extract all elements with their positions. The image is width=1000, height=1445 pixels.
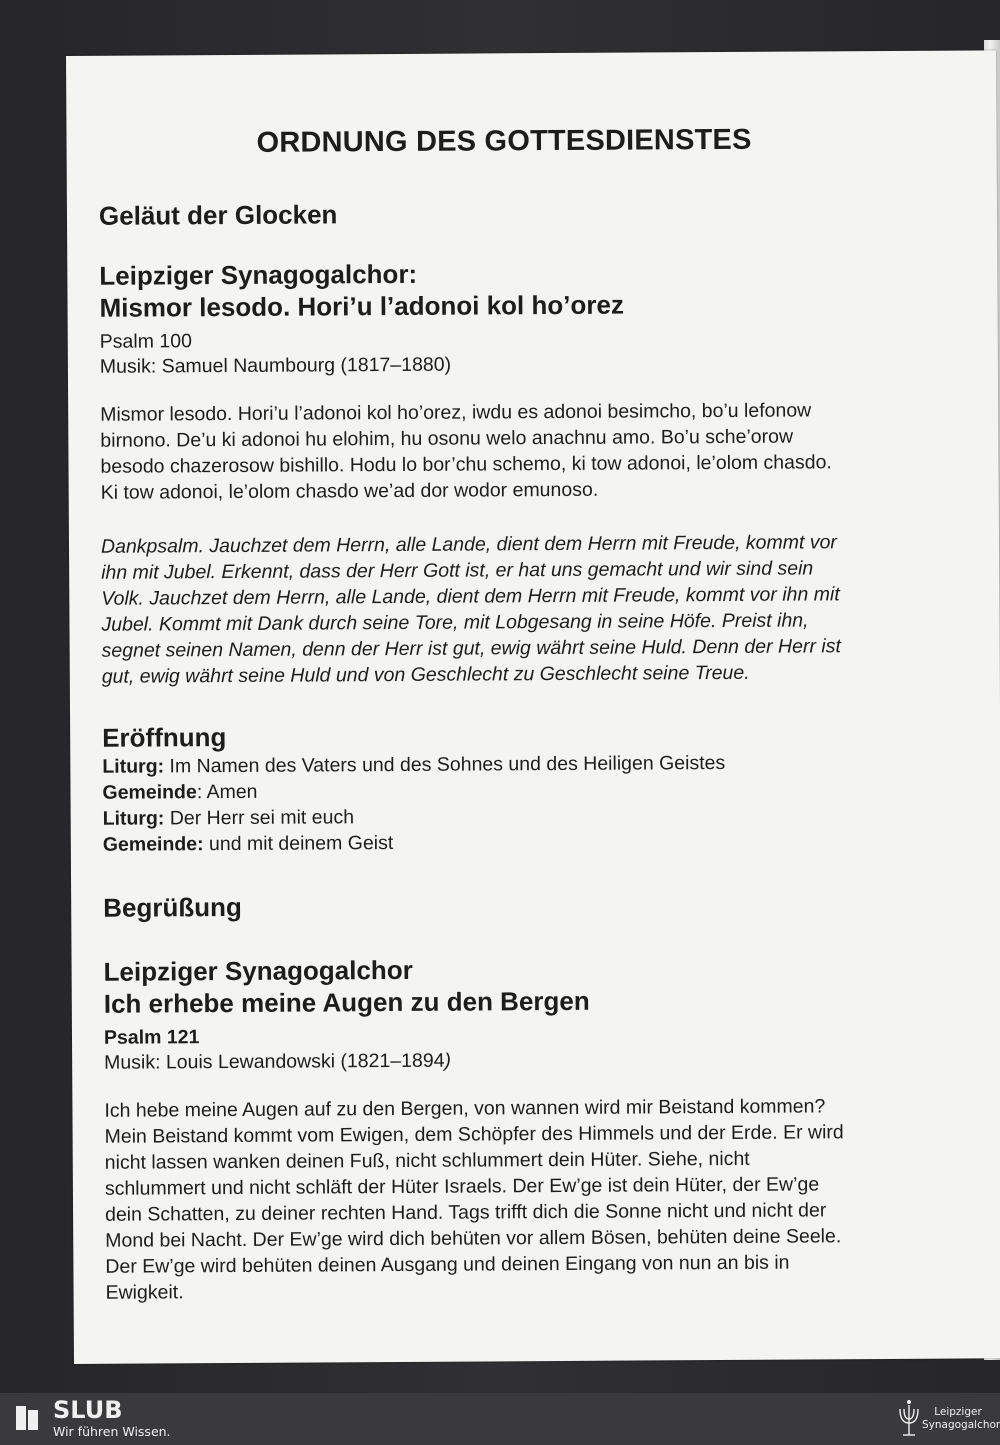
text-line: Der Ew’ge wird behüten deinen Ausgang und deinen Eingang von nun an bis in	[105, 1251, 790, 1278]
text-line: Mein Beistand kommt vom Ewigen, dem Schöpfer des Himmels und der Erde. Er wird	[104, 1121, 844, 1148]
speaker-label: Gemeinde:	[102, 833, 204, 856]
closing-parenthesis: )	[444, 1049, 452, 1072]
heading-song-1: Mismor lesodo. Hori’u l’adonoi kol ho’orez	[99, 289, 624, 323]
page-title: ORDNUNG DES GOTTESDIENSTES	[256, 123, 752, 159]
dialogue-text: Der Herr sei mit euch	[164, 806, 355, 830]
speaker-label: Gemeinde	[102, 781, 197, 804]
music-credit-text: Musik: Louis Lewandowski (1821–1894	[104, 1049, 445, 1074]
text-line: Mismor lesodo. Hori’u l’adonoi kol ho’orez, iwdu es adonoi besimcho, bo’u lefonow	[100, 399, 812, 426]
footer-bar	[0, 1393, 1000, 1445]
text-line: ihn mit Jubel. Erkennt, dass der Herr Gott ist, er hat uns gemacht und wir sind sein	[101, 557, 814, 584]
heading-choir-1: Leipziger Synagogalchor:	[99, 258, 418, 291]
speaker-label: Liturg:	[102, 755, 165, 778]
document-page	[66, 50, 1000, 1364]
text-line: Mond bei Nacht. Der Ew’ge wird dich behüten vor allem Bösen, behüten deine Seele.	[105, 1225, 842, 1252]
text-line: Ich hebe meine Augen auf zu den Bergen, von wannen wird mir Beistand kommen?	[104, 1095, 826, 1122]
music-credit-1: Musik: Samuel Naumbourg (1817–1880)	[99, 353, 452, 378]
psalm-number-1: Psalm 100	[99, 330, 192, 353]
slub-tagline: Wir führen Wissen.	[53, 1424, 171, 1439]
menorah-icon	[896, 1397, 922, 1439]
text-line: Ki tow adonoi, le’olom chasdo we’ad dor wodor emunoso.	[100, 478, 599, 504]
slub-logo-text[interactable]: SLUB	[53, 1396, 123, 1424]
text-line: Ewigkeit.	[105, 1281, 184, 1304]
text-line: Dankpsalm. Jauchzet dem Herrn, alle Lande, dient dem Herrn mit Freude, kommt vor	[100, 531, 837, 558]
text-line: besodo chazerosow bishillo. Hodu lo bor’chu schemo, ki tow adonoi, le’olom chasdo.	[100, 451, 832, 478]
text-line: segnet seinen Namen, denn der Herr ist gut, ewig währt seine Huld. Denn der Herr ist	[101, 635, 841, 662]
text-line: dein Schatten, zu deiner rechten Hand. Tags trifft dich die Sonne nicht und nicht der	[105, 1199, 827, 1226]
dialogue-text: : Amen	[196, 780, 258, 804]
transliteration-paragraph	[100, 397, 951, 506]
translation-paragraph	[101, 529, 962, 690]
text-line: Jubel. Kommt mit Dank durch seine Tore, mit Lobgesang in seine Höfe. Preist ihn,	[101, 609, 809, 636]
dialogue-text: und mit deinem Geist	[203, 832, 394, 856]
choir-logo-line2: Synagogalchor	[922, 1419, 1000, 1431]
music-credit-2	[104, 1049, 451, 1075]
choir-logo-text[interactable]	[922, 1406, 1000, 1432]
psalm121-paragraph	[104, 1092, 975, 1305]
dialogue-line	[103, 827, 953, 858]
heading-choir-2: Leipziger Synagogalchor	[103, 954, 413, 987]
text-line: nicht lassen wanken deinen Fuß, nicht schlummert dein Hüter. Siehe, nicht	[104, 1147, 750, 1174]
psalm-number-2: Psalm 121	[103, 1026, 200, 1049]
heading-begruessung: Begrüßung	[103, 891, 242, 923]
heading-glocken: Geläut der Glocken	[98, 199, 338, 231]
book-icon	[14, 1404, 40, 1432]
speaker-label: Liturg:	[102, 807, 165, 830]
text-line: schlummert und nicht schläft der Hüter Israels. Der Ew’ge ist dein Hüter, der Ew’ge	[104, 1173, 820, 1200]
heading-song-2: Ich erhebe meine Augen zu den Bergen	[103, 985, 590, 1019]
heading-eroeffnung: Eröffnung	[102, 722, 227, 753]
liturgy-dialogue	[102, 749, 953, 858]
text-line: gut, ewig währt seine Huld und von Geschlecht zu Geschlecht seine Treue.	[101, 661, 750, 688]
dialogue-text: Im Namen des Vaters und des Sohnes und des Heiligen Geistes	[164, 751, 726, 778]
text-line: Volk. Jauchzet dem Herrn, alle Lande, dient dem Herrn mit Freude, kommt vor ihn mit	[101, 583, 840, 610]
choir-logo-line1: Leipziger	[934, 1406, 982, 1418]
text-line: birnono. De’u ki adonoi hu elohim, hu osonu welo anachnu amo. Bo’u sche’orow	[100, 425, 794, 452]
